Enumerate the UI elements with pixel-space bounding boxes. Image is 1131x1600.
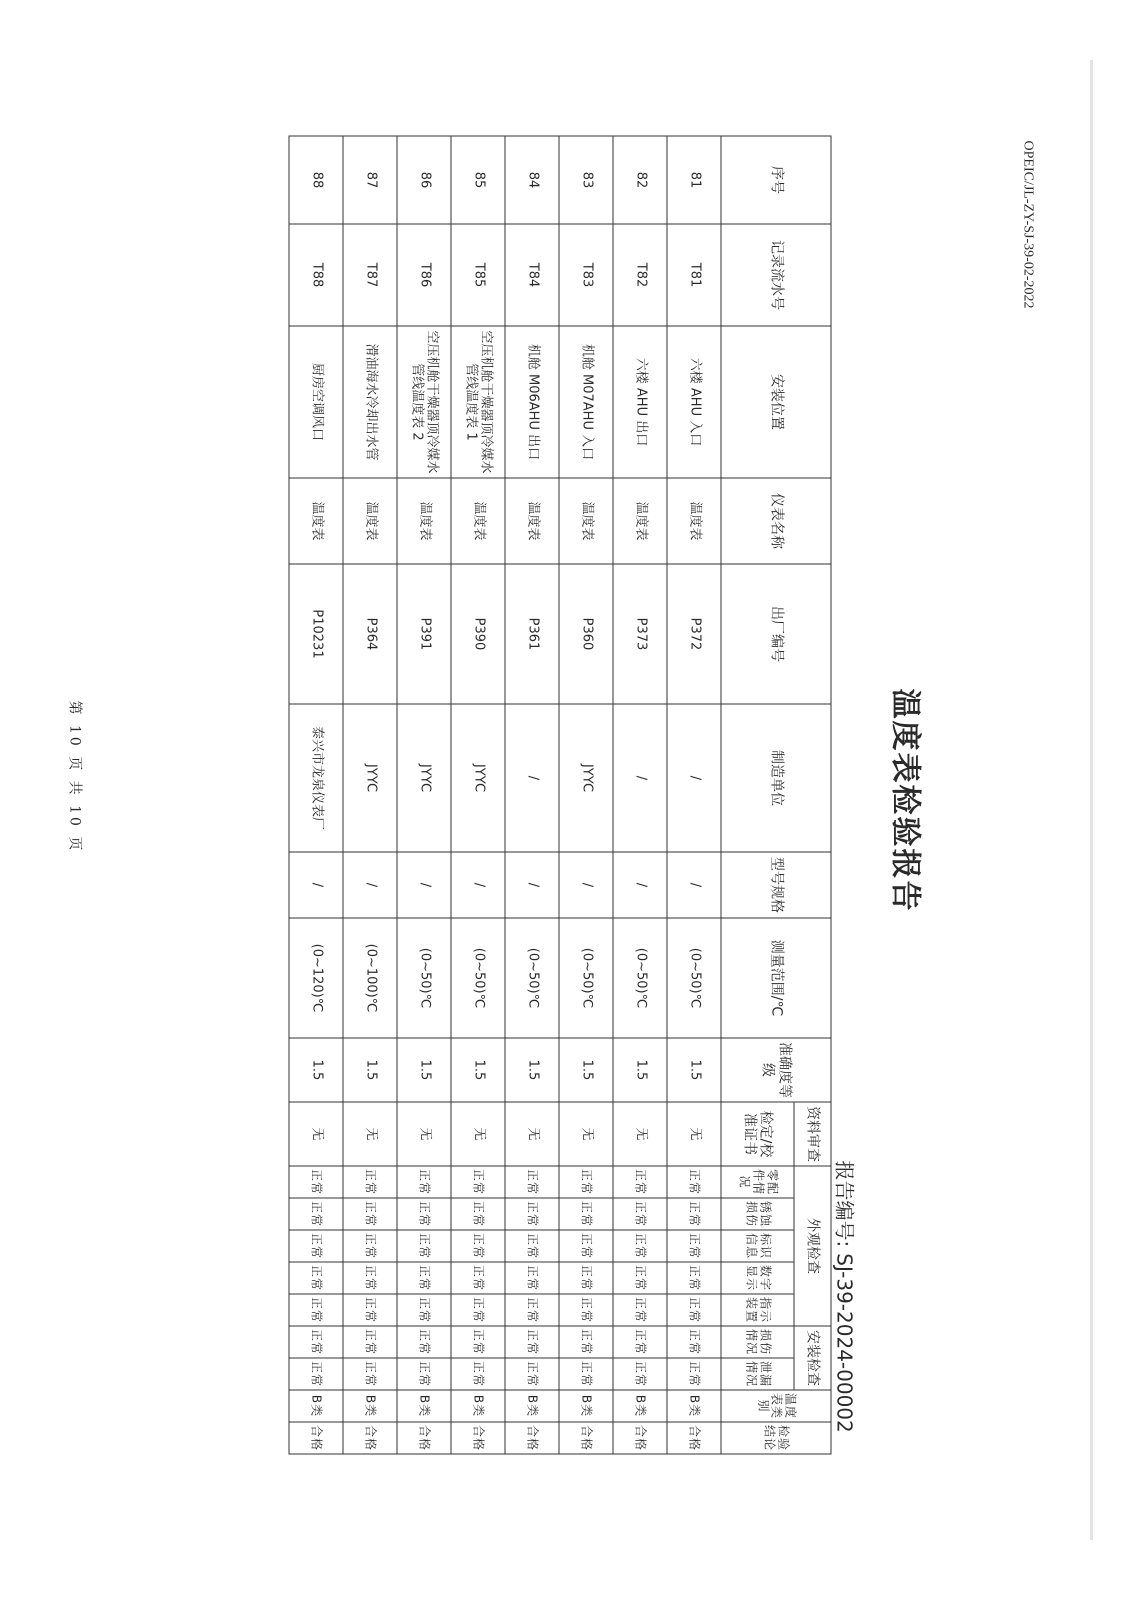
cell-record-no: T88 <box>289 224 343 326</box>
cell-fittings: 正常 <box>667 1166 721 1198</box>
cell-result: 合格 <box>397 1422 451 1454</box>
cell-accuracy: 1.5 <box>613 1038 667 1102</box>
cell-leak: 正常 <box>667 1358 721 1390</box>
cell-type: B类 <box>343 1390 397 1422</box>
cell-manufacturer: JYYC <box>343 704 397 852</box>
cell-leak: 正常 <box>289 1358 343 1390</box>
cell-fittings: 正常 <box>289 1166 343 1198</box>
cell-display: 正常 <box>397 1262 451 1294</box>
header-visual-corrosion: 锈蚀损伤 <box>721 1198 794 1230</box>
cell-leak: 正常 <box>343 1358 397 1390</box>
cell-marking: 正常 <box>559 1230 613 1262</box>
page-footer: 第 10 页 共 10 页 <box>66 700 83 853</box>
cell-record-no: T86 <box>397 224 451 326</box>
cell-instrument: 温度表 <box>289 478 343 564</box>
cell-seq: 86 <box>397 136 451 224</box>
cell-type: B类 <box>451 1390 505 1422</box>
cell-factory-no: P391 <box>397 564 451 704</box>
cell-result: 合格 <box>613 1422 667 1454</box>
cell-factory-no: P364 <box>343 564 397 704</box>
cell-model: / <box>289 852 343 918</box>
header-docs-cert: 检定/校准证书 <box>721 1102 794 1166</box>
cell-pointer: 正常 <box>559 1294 613 1326</box>
cell-damage: 正常 <box>559 1326 613 1358</box>
cell-factory-no: P372 <box>667 564 721 704</box>
cell-manufacturer: / <box>613 704 667 852</box>
cell-manufacturer: / <box>667 704 721 852</box>
table-header-row-1 <box>794 136 831 1454</box>
cell-seq: 83 <box>559 136 613 224</box>
cell-factory-no: P10231 <box>289 564 343 704</box>
header-gauge-type: 温度表类别 <box>721 1390 831 1422</box>
cell-location: 空压机舱干燥器顶冷媒水管线温度表 2 <box>397 326 451 478</box>
cell-result: 合格 <box>343 1422 397 1454</box>
header-instrument: 仪表名称 <box>721 478 831 564</box>
cell-display: 正常 <box>667 1262 721 1294</box>
cell-accuracy: 1.5 <box>289 1038 343 1102</box>
cell-corrosion: 正常 <box>559 1198 613 1230</box>
cell-pointer: 正常 <box>397 1294 451 1326</box>
cell-instrument: 温度表 <box>667 478 721 564</box>
header-docs-group: 资料审查 <box>794 1102 831 1166</box>
cell-marking: 正常 <box>613 1230 667 1262</box>
header-install-group: 安装检查 <box>794 1326 831 1390</box>
cell-range: (0~50)℃ <box>559 918 613 1038</box>
cell-cert: 无 <box>397 1102 451 1166</box>
cell-pointer: 正常 <box>451 1294 505 1326</box>
cell-marking: 正常 <box>397 1230 451 1262</box>
cell-factory-no: P390 <box>451 564 505 704</box>
cell-record-no: T84 <box>505 224 559 326</box>
cell-type: B类 <box>613 1390 667 1422</box>
inspection-table <box>289 135 832 1454</box>
cell-manufacturer: JYYC <box>451 704 505 852</box>
cell-accuracy: 1.5 <box>451 1038 505 1102</box>
cell-range: (0~50)℃ <box>397 918 451 1038</box>
cell-seq: 88 <box>289 136 343 224</box>
cell-corrosion: 正常 <box>343 1198 397 1230</box>
cell-pointer: 正常 <box>505 1294 559 1326</box>
cell-manufacturer: / <box>505 704 559 852</box>
cell-cert: 无 <box>667 1102 721 1166</box>
cell-record-no: T87 <box>343 224 397 326</box>
cell-type: B类 <box>667 1390 721 1422</box>
cell-accuracy: 1.5 <box>505 1038 559 1102</box>
cell-leak: 正常 <box>451 1358 505 1390</box>
cell-model: / <box>505 852 559 918</box>
document-code: OPEIC/JL-ZY-SJ-39-02-2022 <box>1020 140 1036 308</box>
cell-cert: 无 <box>613 1102 667 1166</box>
cell-result: 合格 <box>667 1422 721 1454</box>
cell-instrument: 温度表 <box>451 478 505 564</box>
cell-cert: 无 <box>505 1102 559 1166</box>
cell-location: 空压机舱干燥器顶冷媒水管线温度表 1 <box>451 326 505 478</box>
cell-factory-no: P361 <box>505 564 559 704</box>
cell-range: (0~50)℃ <box>667 918 721 1038</box>
cell-instrument: 温度表 <box>343 478 397 564</box>
cell-display: 正常 <box>289 1262 343 1294</box>
cell-fittings: 正常 <box>451 1166 505 1198</box>
cell-damage: 正常 <box>505 1326 559 1358</box>
cell-location: 厨房空调风口 <box>289 326 343 478</box>
cell-range: (0~120)℃ <box>289 918 343 1038</box>
cell-record-no: T83 <box>559 224 613 326</box>
cell-result: 合格 <box>289 1422 343 1454</box>
cell-instrument: 温度表 <box>559 478 613 564</box>
cell-location: 六楼 AHU 出口 <box>613 326 667 478</box>
table-row <box>613 136 667 1454</box>
cell-cert: 无 <box>289 1102 343 1166</box>
header-visual-display: 数字显示 <box>721 1262 794 1294</box>
report-number-value: SJ-39-2024-00002 <box>832 1252 857 1433</box>
cell-accuracy: 1.5 <box>559 1038 613 1102</box>
cell-display: 正常 <box>451 1262 505 1294</box>
cell-damage: 正常 <box>397 1326 451 1358</box>
cell-cert: 无 <box>451 1102 505 1166</box>
cell-model: / <box>667 852 721 918</box>
cell-manufacturer: 泰兴市龙泉仪表厂 <box>289 704 343 852</box>
cell-accuracy: 1.5 <box>343 1038 397 1102</box>
cell-result: 合格 <box>451 1422 505 1454</box>
header-record-no: 记录流水号 <box>721 224 831 326</box>
cell-marking: 正常 <box>667 1230 721 1262</box>
cell-corrosion: 正常 <box>397 1198 451 1230</box>
table-row <box>451 136 505 1454</box>
cell-location: 六楼 AHU 入口 <box>667 326 721 478</box>
cell-manufacturer: JYYC <box>397 704 451 852</box>
table-row <box>343 136 397 1454</box>
cell-corrosion: 正常 <box>613 1198 667 1230</box>
cell-seq: 84 <box>505 136 559 224</box>
header-conclusion: 检验结论 <box>721 1422 831 1454</box>
cell-leak: 正常 <box>397 1358 451 1390</box>
cell-display: 正常 <box>343 1262 397 1294</box>
cell-leak: 正常 <box>559 1358 613 1390</box>
cell-display: 正常 <box>613 1262 667 1294</box>
cell-damage: 正常 <box>613 1326 667 1358</box>
cell-fittings: 正常 <box>559 1166 613 1198</box>
cell-marking: 正常 <box>289 1230 343 1262</box>
cell-damage: 正常 <box>667 1326 721 1358</box>
cell-display: 正常 <box>505 1262 559 1294</box>
cell-corrosion: 正常 <box>667 1198 721 1230</box>
cell-seq: 85 <box>451 136 505 224</box>
cell-corrosion: 正常 <box>289 1198 343 1230</box>
cell-accuracy: 1.5 <box>397 1038 451 1102</box>
cell-leak: 正常 <box>613 1358 667 1390</box>
cell-marking: 正常 <box>451 1230 505 1262</box>
header-manufacturer: 制造单位 <box>721 704 831 852</box>
cell-corrosion: 正常 <box>451 1198 505 1230</box>
cell-seq: 81 <box>667 136 721 224</box>
cell-factory-no: P373 <box>613 564 667 704</box>
cell-pointer: 正常 <box>289 1294 343 1326</box>
cell-fittings: 正常 <box>397 1166 451 1198</box>
cell-location: 滑油海水冷却出水管 <box>343 326 397 478</box>
header-seq: 序号 <box>721 136 831 224</box>
cell-seq: 87 <box>343 136 397 224</box>
report-number <box>832 1160 861 1432</box>
header-location: 安装位置 <box>721 326 831 478</box>
cell-cert: 无 <box>343 1102 397 1166</box>
cell-marking: 正常 <box>505 1230 559 1262</box>
header-range: 测量范围/℃ <box>721 918 831 1038</box>
cell-type: B类 <box>559 1390 613 1422</box>
cell-model: / <box>451 852 505 918</box>
report-number-label: 报告编号: <box>832 1160 857 1247</box>
header-visual-pointer: 指示装置 <box>721 1294 794 1326</box>
cell-instrument: 温度表 <box>505 478 559 564</box>
cell-model: / <box>343 852 397 918</box>
table-row <box>289 136 343 1454</box>
cell-leak: 正常 <box>505 1358 559 1390</box>
cell-range: (0~50)℃ <box>613 918 667 1038</box>
cell-record-no: T85 <box>451 224 505 326</box>
cell-model: / <box>559 852 613 918</box>
cell-instrument: 温度表 <box>397 478 451 564</box>
cell-factory-no: P360 <box>559 564 613 704</box>
cell-model: / <box>397 852 451 918</box>
cell-result: 合格 <box>505 1422 559 1454</box>
table-body <box>289 136 721 1454</box>
header-visual-marking: 标识信息 <box>721 1230 794 1262</box>
header-install-damage: 损伤情况 <box>721 1326 794 1358</box>
cell-corrosion: 正常 <box>505 1198 559 1230</box>
cell-range: (0~50)℃ <box>505 918 559 1038</box>
table-row <box>667 136 721 1454</box>
cell-type: B类 <box>505 1390 559 1422</box>
cell-result: 合格 <box>559 1422 613 1454</box>
cell-seq: 82 <box>613 136 667 224</box>
cell-damage: 正常 <box>343 1326 397 1358</box>
cell-record-no: T81 <box>667 224 721 326</box>
cell-location: 机舱 M07AHU 入口 <box>559 326 613 478</box>
header-factory-no: 出厂编号 <box>721 564 831 704</box>
cell-instrument: 温度表 <box>613 478 667 564</box>
cell-pointer: 正常 <box>343 1294 397 1326</box>
cell-damage: 正常 <box>289 1326 343 1358</box>
table-row <box>505 136 559 1454</box>
cell-manufacturer: JYYC <box>559 704 613 852</box>
cell-pointer: 正常 <box>667 1294 721 1326</box>
cell-accuracy: 1.5 <box>667 1038 721 1102</box>
cell-record-no: T82 <box>613 224 667 326</box>
cell-range: (0~100)℃ <box>343 918 397 1038</box>
cell-cert: 无 <box>559 1102 613 1166</box>
header-install-leak: 泄漏情况 <box>721 1358 794 1390</box>
cell-location: 机舱 M06AHU 出口 <box>505 326 559 478</box>
cell-pointer: 正常 <box>613 1294 667 1326</box>
cell-range: (0~50)℃ <box>451 918 505 1038</box>
header-accuracy: 准确度等级 <box>721 1038 831 1102</box>
header-model: 型号规格 <box>721 852 831 918</box>
cell-fittings: 正常 <box>613 1166 667 1198</box>
cell-model: / <box>613 852 667 918</box>
cell-fittings: 正常 <box>505 1166 559 1198</box>
header-visual-group: 外观检查 <box>794 1166 831 1326</box>
table-row <box>397 136 451 1454</box>
cell-marking: 正常 <box>343 1230 397 1262</box>
header-visual-fittings: 零配件情况 <box>721 1166 794 1198</box>
cell-damage: 正常 <box>451 1326 505 1358</box>
cell-fittings: 正常 <box>343 1166 397 1198</box>
cell-type: B类 <box>289 1390 343 1422</box>
table-row <box>559 136 613 1454</box>
cell-type: B类 <box>397 1390 451 1422</box>
cell-display: 正常 <box>559 1262 613 1294</box>
page-title: 温度表检验报告 <box>887 688 923 912</box>
